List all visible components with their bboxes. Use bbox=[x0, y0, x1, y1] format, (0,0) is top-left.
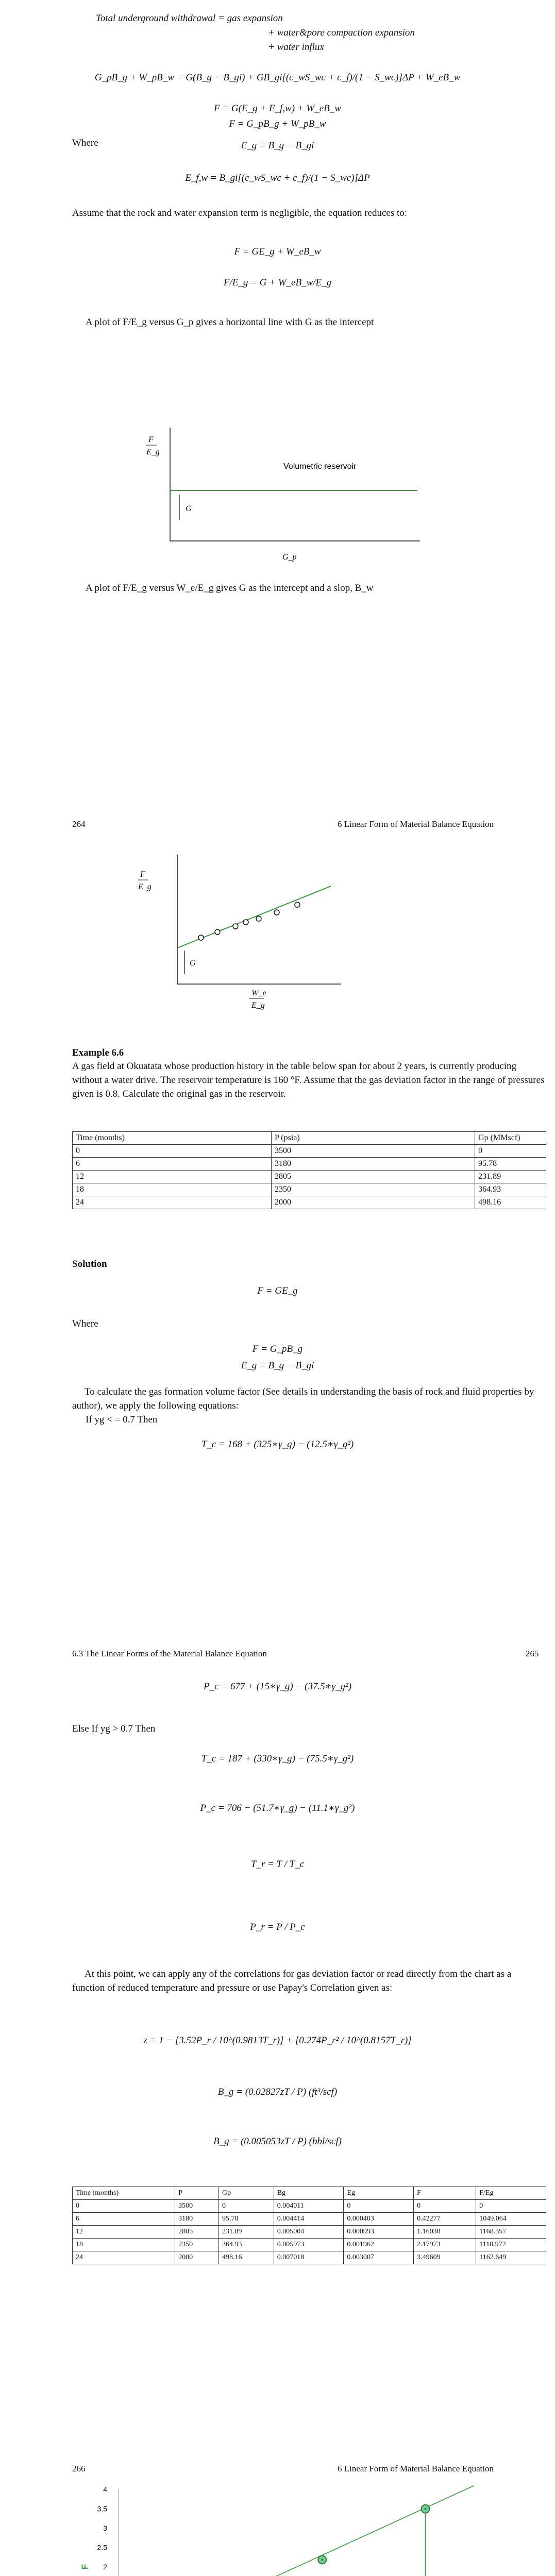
table-cell: 95.78 bbox=[219, 2213, 274, 2226]
calculation-table bbox=[72, 2187, 546, 2264]
table-cell: 1162.649 bbox=[476, 2251, 546, 2264]
where-label: Where bbox=[72, 138, 98, 148]
eq-Bg-ft3: B_g = (0.02827zT / P) (ft³/scf) bbox=[217, 2087, 338, 2097]
fig2-y-label-top: F bbox=[140, 870, 145, 879]
def-Eg-2: E_g = B_g − B_gi bbox=[241, 1360, 314, 1371]
table-row bbox=[73, 2213, 546, 2226]
chart-y-tick-label: 2 bbox=[103, 2563, 107, 2571]
table-cell: 0 bbox=[73, 1145, 272, 1158]
if-text: If yg < = 0.7 Then bbox=[86, 1414, 158, 1425]
fig2-point-2 bbox=[215, 929, 220, 935]
table-header-row bbox=[73, 1132, 546, 1145]
eq-material-balance: G_pB_g + W_pB_w = G(B_g − B_gi) + GB_gi[(c_wS_wc + c_f)/(1 − S_wc)]ΔP + W_eB_w bbox=[94, 72, 461, 83]
table-cell: 0.004011 bbox=[274, 2200, 344, 2213]
table-header-row bbox=[73, 2187, 546, 2200]
def-Eg: E_g = B_g − B_gi bbox=[241, 140, 314, 151]
solution-heading: Solution bbox=[72, 1259, 107, 1269]
page-1 bbox=[0, 0, 555, 594]
eq-Tc-low: T_c = 168 + (325∗γ_g) − (12.5∗γ_g²) bbox=[201, 1439, 354, 1450]
table-cell: 1110.972 bbox=[476, 2239, 546, 2251]
papay-paragraph: At this point, we can apply any of the correlations for gas deviation factor or read directly from the chart as a function of reduced temperature and pressure or use Papay's Correlation given as: bbox=[72, 1969, 512, 1993]
eq-Pc-high: P_c = 706 − (51.7∗γ_g) − (11.1∗γ_g²) bbox=[200, 1803, 355, 1814]
table-row bbox=[73, 1183, 546, 1196]
table-row bbox=[73, 2251, 546, 2264]
table-cell: 2000 bbox=[175, 2251, 219, 2264]
table-cell: 3500 bbox=[271, 1145, 475, 1158]
example-text: A gas field at Okuatata whose production history in the table below span for about 2 years, is currently producing without a water drive. The reservoir temperature is 160 °F. Assume that the gas deviation factor in the range of pressures given is 0.8. Calculate the original gas in the reservoir. bbox=[72, 1061, 545, 1099]
fig1-y-label-top: F bbox=[148, 435, 154, 444]
eq-Tc-high: T_c = 187 + (330∗γ_g) − (75.5∗γ_g²) bbox=[201, 1753, 354, 1764]
table-cell: 2.17973 bbox=[414, 2239, 476, 2251]
fig2-g-label: G bbox=[190, 959, 196, 968]
page-4-running-head: 6 Linear Form of Material Balance Equation bbox=[338, 2464, 494, 2473]
plot1-text: A plot of F/E_g versus G_p gives a horizontal line with G as the intercept bbox=[86, 317, 374, 328]
table-header-cell: Eg bbox=[344, 2187, 414, 2200]
production-history-table bbox=[72, 1131, 546, 1209]
chart-trendline bbox=[128, 2486, 474, 2576]
table-header-cell: Gp (MMscf) bbox=[475, 1132, 546, 1145]
table-cell: 1168.557 bbox=[476, 2226, 546, 2239]
table-header-cell: Gp bbox=[219, 2187, 274, 2200]
table-row bbox=[73, 2226, 546, 2239]
table-cell: 0.005004 bbox=[274, 2226, 344, 2239]
table-cell: 364.93 bbox=[219, 2239, 274, 2251]
table-cell: 0.005973 bbox=[274, 2239, 344, 2251]
else-text: Else If yg > 0.7 Then bbox=[72, 1723, 156, 1734]
fig2-y-label-bottom: E_g bbox=[138, 883, 152, 891]
table-cell: 24 bbox=[73, 2251, 175, 2264]
calc-text: To calculate the gas formation volume factor (See details in understanding the basis of rock and fluid properties by author), we apply the following equations: bbox=[72, 1386, 534, 1411]
table-cell: 0.42277 bbox=[414, 2213, 476, 2226]
table-cell: 0.001962 bbox=[344, 2239, 414, 2251]
eq-Bg-bbl: B_g = (0.005053zT / P) (bbl/scf) bbox=[213, 2136, 342, 2147]
fig2-point-4 bbox=[243, 920, 248, 925]
chart-data-point-center bbox=[321, 2559, 323, 2561]
fig2-point-6 bbox=[274, 910, 279, 915]
table-cell: 1.16038 bbox=[414, 2226, 476, 2239]
f-vs-eg-chart bbox=[72, 2479, 515, 2576]
water-drive-figure bbox=[135, 845, 351, 1015]
def-F: F = G_pB_g + W_pB_w bbox=[229, 118, 326, 129]
table-header-cell: P (psia) bbox=[271, 1132, 475, 1145]
table-cell: 95.78 bbox=[475, 1158, 546, 1171]
page-4-number: 266 bbox=[72, 2464, 86, 2473]
eq-Pc-low: P_c = 677 + (15∗γ_g) − (37.5∗γ_g²) bbox=[203, 1681, 352, 1692]
table-cell: 2350 bbox=[271, 1183, 475, 1196]
table-cell: 2350 bbox=[175, 2239, 219, 2251]
withdrawal-line-2: + water&pore compaction expansion bbox=[268, 27, 415, 38]
table-row bbox=[73, 1196, 546, 1209]
table-cell: 12 bbox=[73, 1171, 272, 1183]
table-header-cell: F/Eg bbox=[476, 2187, 546, 2200]
chart-y-axis-label: F bbox=[80, 2564, 90, 2570]
chart-y-tick-label: 3 bbox=[103, 2524, 107, 2532]
page-3-number: 265 bbox=[526, 1649, 539, 1658]
table-cell: 1049.064 bbox=[476, 2213, 546, 2226]
example-title: Example 6.6 bbox=[72, 1047, 124, 1058]
withdrawal-line-1: Total underground withdrawal = gas expansion bbox=[96, 13, 283, 24]
table-cell: 24 bbox=[73, 1196, 272, 1209]
table-header-cell: F bbox=[414, 2187, 476, 2200]
table-cell: 0.003007 bbox=[344, 2251, 414, 2264]
eq-reduced-1: F = GE_g + W_eB_w bbox=[234, 246, 321, 257]
table-cell: 3180 bbox=[175, 2213, 219, 2226]
table-cell: 2805 bbox=[175, 2226, 219, 2239]
eq-Tr: T_r = T / T_c bbox=[250, 1859, 305, 1870]
table-cell: 3500 bbox=[175, 2200, 219, 2213]
where-label-2: Where bbox=[72, 1318, 98, 1329]
table-header-cell: Time (months) bbox=[73, 2187, 175, 2200]
table-cell: 0 bbox=[344, 2200, 414, 2213]
table-cell: 231.89 bbox=[475, 1171, 546, 1183]
fig1-y-label-bottom: E_g bbox=[146, 448, 160, 456]
table-header-cell: Time (months) bbox=[73, 1132, 272, 1145]
table-cell: 18 bbox=[73, 1183, 272, 1196]
fig2-point-5 bbox=[256, 916, 261, 921]
chart-data-point-center bbox=[425, 2508, 427, 2510]
eq-F-GEg: F = GE_g bbox=[257, 1285, 298, 1296]
table-cell: 0 bbox=[219, 2200, 274, 2213]
eq-Pr: P_r = P / P_c bbox=[250, 1922, 305, 1933]
eq-F-general: F = G(E_g + E_f,w) + W_eB_w bbox=[214, 103, 341, 114]
table-cell: 12 bbox=[73, 2226, 175, 2239]
table-cell: 0.000403 bbox=[344, 2213, 414, 2226]
fig1-x-label: G_p bbox=[282, 553, 297, 562]
fig2-point-7 bbox=[295, 902, 300, 907]
chart-y-tick-label: 3.5 bbox=[97, 2504, 107, 2513]
eq-reduced-2: F/E_g = G + W_eB_w/E_g bbox=[223, 277, 332, 288]
fig2-point-3 bbox=[233, 924, 238, 929]
table-cell: 3180 bbox=[271, 1158, 475, 1171]
fig1-g-label: G bbox=[186, 504, 192, 513]
fig2-x-label-bottom: E_g bbox=[251, 1001, 265, 1010]
def-F-GpBg: F = G_pB_g bbox=[252, 1344, 303, 1354]
table-cell: 3.49609 bbox=[414, 2251, 476, 2264]
eq-papay-z: z = 1 − [3.52P_r / 10^(0.9813T_r)] + [0.274P_r² / 10^(0.8157T_r)] bbox=[143, 2035, 412, 2046]
chart-y-tick-label: 2.5 bbox=[97, 2543, 107, 2552]
def-Efw: E_f,w = B_gi[(c_wS_wc + c_f)/(1 − S_wc)]ΔP bbox=[185, 173, 370, 183]
table-cell: 0.007018 bbox=[274, 2251, 344, 2264]
fig2-point-1 bbox=[198, 935, 204, 940]
table-row bbox=[73, 1145, 546, 1158]
table-cell: 498.16 bbox=[475, 1196, 546, 1209]
table-header-cell: P bbox=[175, 2187, 219, 2200]
withdrawal-line-3: + water influx bbox=[268, 42, 324, 53]
table-cell: 6 bbox=[73, 1158, 272, 1171]
table-row bbox=[73, 2239, 546, 2251]
table-cell: 0.004414 bbox=[274, 2213, 344, 2226]
chart-y-tick-label: 4 bbox=[103, 2485, 107, 2494]
table-row bbox=[73, 1171, 546, 1183]
table-row bbox=[73, 1158, 546, 1171]
table-row bbox=[73, 2200, 546, 2213]
table-cell: 0 bbox=[73, 2200, 175, 2213]
page-3-running-head: 6.3 The Linear Forms of the Material Balance Equation bbox=[72, 1649, 267, 1658]
table-cell: 0 bbox=[476, 2200, 546, 2213]
plot2-text: A plot of F/E_g versus W_e/E_g gives G as the intercept and a slop, B_w bbox=[86, 583, 374, 594]
table-cell: 6 bbox=[73, 2213, 175, 2226]
table-cell: 2805 bbox=[271, 1171, 475, 1183]
table-cell: 0 bbox=[414, 2200, 476, 2213]
fig2-x-label-top: W_e bbox=[251, 989, 266, 997]
table-cell: 18 bbox=[73, 2239, 175, 2251]
table-cell: 2000 bbox=[271, 1196, 475, 1209]
table-cell: 0.000993 bbox=[344, 2226, 414, 2239]
table-cell: 364.93 bbox=[475, 1183, 546, 1196]
fig1-curve-label: Volumetric reservoir bbox=[283, 462, 357, 471]
table-cell: 498.16 bbox=[219, 2251, 274, 2264]
page-2-running-head: 6 Linear Form of Material Balance Equation bbox=[338, 819, 494, 829]
table-header-cell: Bg bbox=[274, 2187, 344, 2200]
volumetric-reservoir-figure bbox=[139, 412, 428, 572]
assume-text: Assume that the rock and water expansion term is negligible, the equation reduces to: bbox=[72, 208, 408, 218]
table-cell: 231.89 bbox=[219, 2226, 274, 2239]
table-cell: 0 bbox=[475, 1145, 546, 1158]
page-2-number: 264 bbox=[72, 819, 86, 829]
